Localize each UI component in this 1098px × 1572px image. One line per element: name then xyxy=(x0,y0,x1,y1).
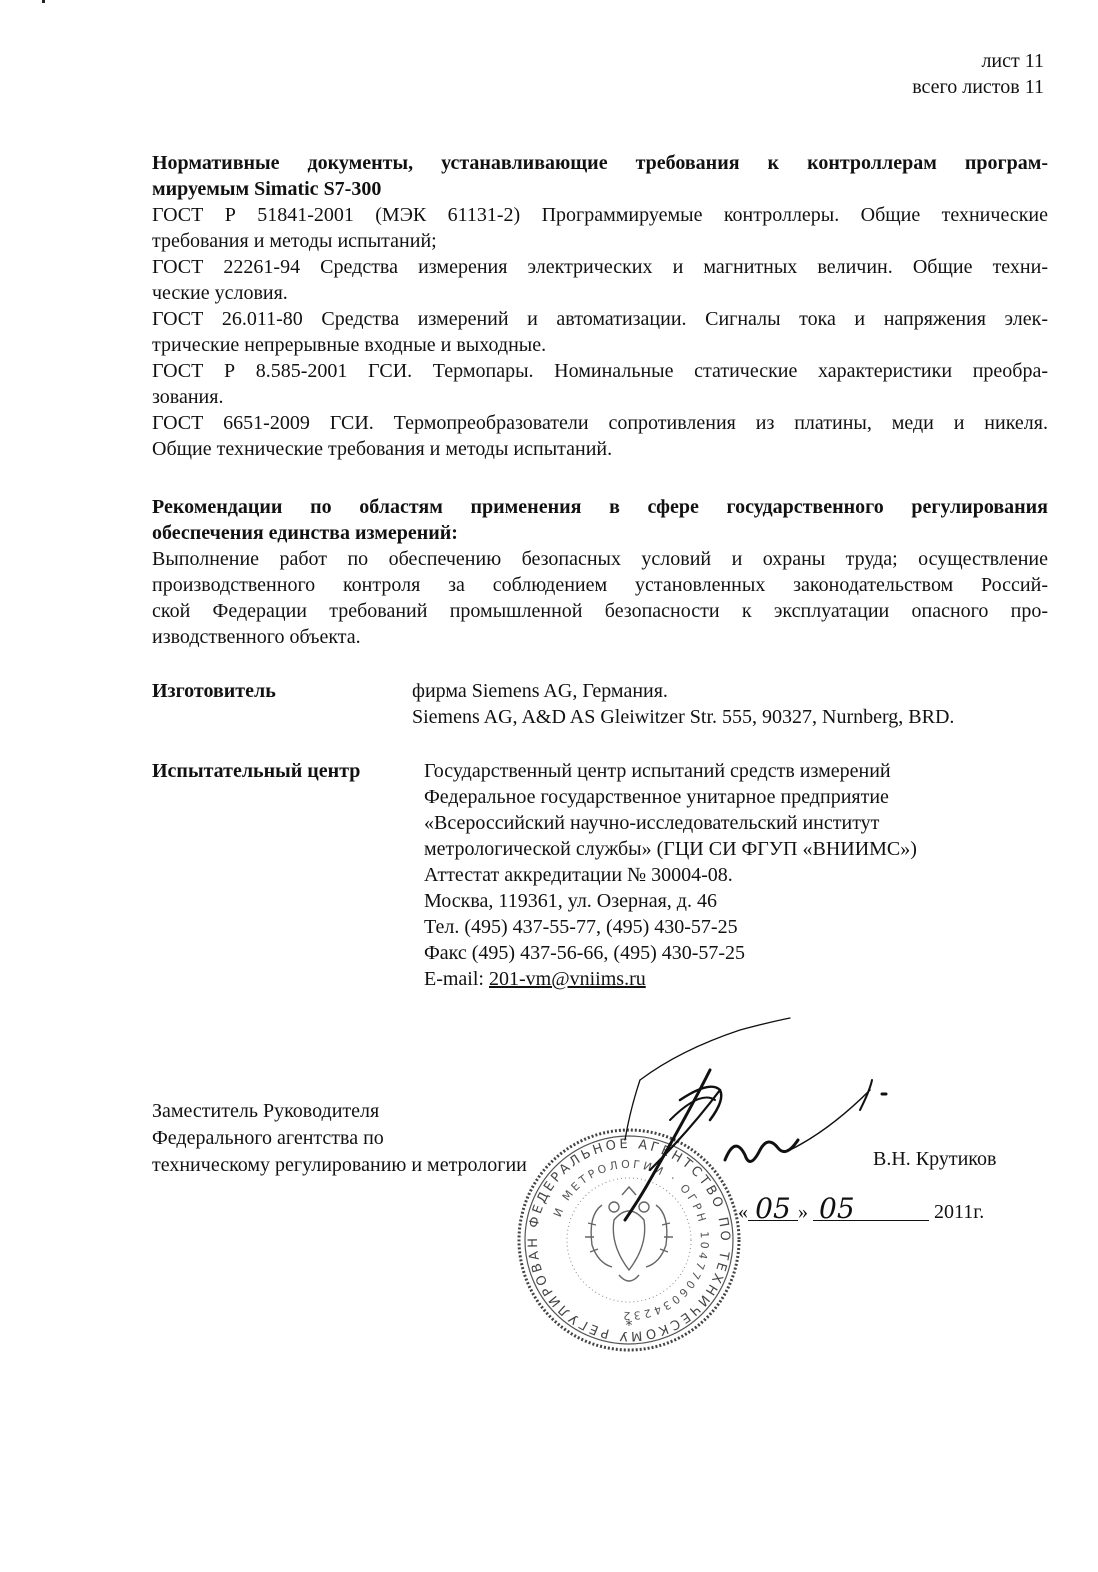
body-line: производственного контроля за соблюдением установленных законодательством Россий- xyxy=(152,574,1048,596)
heading-line: Нормативные документы, устанавливающие требования к контроллерам програм- xyxy=(152,152,1048,174)
test-center-line: Федеральное государственное унитарное предприятие xyxy=(424,786,889,808)
address-line: Москва, 119361, ул. Озерная, д. 46 xyxy=(424,890,717,912)
document-body xyxy=(152,150,1048,650)
svg-text:ФЕДЕРАЛЬНОЕ АГЕНТСТВО ПО ТЕХНИ: ФЕДЕРАЛЬНОЕ АГЕНТСТВО ПО ТЕХНИЧЕСКОМУ РЕГУЛИРОВАНИЮ xyxy=(505,1114,733,1344)
standard-line: ческие условия. xyxy=(152,282,288,304)
manufacturer-label xyxy=(152,678,276,704)
standard-line: ГОСТ 22261-94 Средства измерения электрических и магнитных величин. Общие техни- xyxy=(152,256,1048,278)
test-center-label xyxy=(152,758,360,784)
fax-line: Факс (495) 437-56-66, (495) 430-57-25 xyxy=(424,942,746,964)
manufacturer-details xyxy=(412,678,954,730)
body-line: Выполнение работ по обеспечению безопасных условий и охраны труда; осуществление xyxy=(152,548,1048,570)
sheet-number: лист 11 xyxy=(981,50,1044,72)
test-center-label-text: Испытательный центр xyxy=(152,760,361,782)
signature-date xyxy=(738,1192,985,1225)
manufacturer-line: фирма Siemens AG, Германия. xyxy=(412,680,668,702)
handwritten-signature-icon xyxy=(560,1010,920,1230)
standard-line: зования. xyxy=(152,386,224,408)
test-center-line: Государственный центр испытаний средств измерений xyxy=(424,760,891,782)
position-line: Заместитель Руководителя xyxy=(152,1100,380,1122)
normative-documents-section xyxy=(152,150,1048,462)
position-line: Федерального агентства по xyxy=(152,1127,384,1149)
normative-documents-heading xyxy=(152,150,1048,202)
standard-line: Общие технические требования и методы испытаний. xyxy=(152,438,613,460)
standard-item xyxy=(152,410,1048,462)
body-line: ской Федерации требований промышленной безопасности к эксплуатации опасного про- xyxy=(152,600,1048,622)
email-link[interactable]: 201-vm@vniims.ru xyxy=(488,968,646,990)
recommendations-section xyxy=(152,494,1048,650)
signatory-position xyxy=(152,1098,527,1179)
manufacturer-address: Siemens AG, A&D AS Gleiwitzer Str. 555, 90327, Nurnberg, BRD. xyxy=(412,706,955,728)
email-line xyxy=(424,966,917,992)
heading-line: Рекомендации по областям применения в сфере государственного регулирования xyxy=(152,496,1048,518)
test-center-line: метрологической службы» (ГЦИ СИ ФГУП «ВНИИМС») xyxy=(424,838,917,860)
standard-line: ГОСТ 26.011-80 Средства измерений и автоматизации. Сигналы тока и напряжения элек- xyxy=(152,308,1048,330)
accreditation-line: Аттестат аккредитации № 30004-08. xyxy=(424,864,733,886)
heading-line: мируемым Simatic S7-300 xyxy=(152,178,382,200)
test-center-line: «Всероссийский научно-исследовательский институт xyxy=(424,812,880,834)
page-number-header xyxy=(912,48,1044,100)
email-label: E-mail: xyxy=(424,968,489,990)
svg-text:И МЕТРОЛОГИИ · ОГРН 1047706034: И МЕТРОЛОГИИ · ОГРН 1047706034232 xyxy=(551,1157,712,1323)
recommendations-heading xyxy=(152,494,1048,546)
standard-line: ГОСТ Р 8.585-2001 ГСИ. Термопары. Номинальные статические характеристики преобра- xyxy=(152,360,1048,382)
heading-line: обеспечения единства измерений: xyxy=(152,522,458,544)
standard-line: трические непрерывные входные и выходные. xyxy=(152,334,547,356)
standard-item xyxy=(152,202,1048,254)
standard-item xyxy=(152,306,1048,358)
standard-line: ГОСТ 6651-2009 ГСИ. Термопреобразователи сопротивления из платины, меди и никеля. xyxy=(152,412,1048,434)
body-line: изводственного объекта. xyxy=(152,626,361,648)
total-sheets: всего листов 11 xyxy=(912,76,1044,98)
manufacturer-label-text: Изготовитель xyxy=(152,680,276,702)
standard-line: ГОСТ Р 51841-2001 (МЭК 61131-2) Программируемые контроллеры. Общие технические xyxy=(152,204,1048,226)
scan-speck xyxy=(42,0,45,3)
date-month: 05 xyxy=(813,1198,929,1221)
position-line: техническому регулированию и метрологии xyxy=(152,1154,527,1176)
date-day: 05 xyxy=(748,1198,798,1221)
recommendations-body xyxy=(152,546,1048,650)
phone-line: Тел. (495) 437-55-77, (495) 430-57-25 xyxy=(424,916,738,938)
standard-item xyxy=(152,358,1048,410)
standard-line: требования и методы испытаний; xyxy=(152,230,437,252)
signer-name: В.Н. Крутиков xyxy=(873,1148,997,1170)
test-center-details xyxy=(424,758,917,992)
standard-item xyxy=(152,254,1048,306)
svg-text:*: * xyxy=(625,1318,633,1334)
date-year: 2011г. xyxy=(934,1201,985,1223)
date-close-quote: » xyxy=(798,1201,808,1223)
date-open-quote: « xyxy=(738,1201,748,1223)
